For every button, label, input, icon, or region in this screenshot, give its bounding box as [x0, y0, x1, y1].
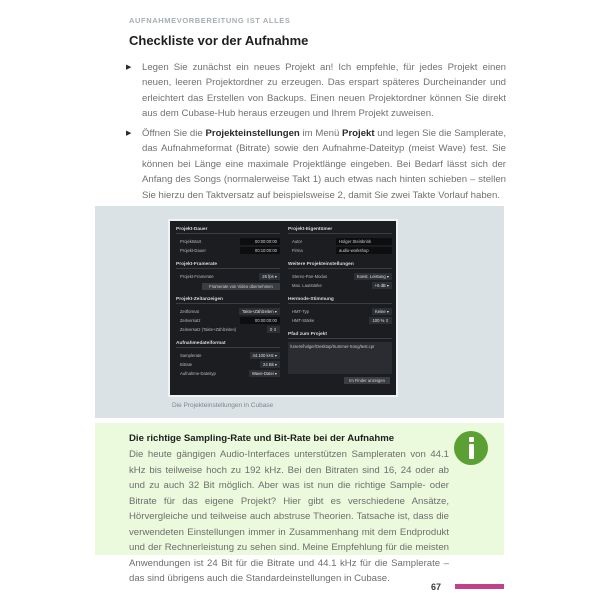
bullet-arrow-icon: ▶ [126, 64, 132, 71]
samplerate-select[interactable] [250, 352, 280, 359]
row-dateityp [176, 369, 280, 378]
section-framerate [176, 262, 280, 290]
chevron-down-icon: ▾ [386, 283, 389, 288]
checklist-item [126, 60, 506, 122]
stepper-value: 0 [269, 327, 273, 332]
projekt-dauer-field[interactable]: 00:10:00:00 [240, 247, 280, 254]
text-run: Öffnen Sie die [142, 128, 206, 139]
text-run: im Menü [299, 128, 343, 139]
info-icon-dot [469, 437, 474, 442]
label: Max. Lautstärke [292, 283, 322, 288]
stepper-value: 100 % [372, 318, 385, 323]
section-heading: Aufnahmedateiformat [176, 341, 280, 348]
label: HMT-Stärke [292, 318, 315, 323]
info-box-title: Die richtige Sampling-Rate und Bit-Rate bei der Aufnahme [129, 433, 395, 444]
hmt-type-select[interactable] [372, 308, 392, 315]
section-heading: Hermode-Stimmung [288, 297, 392, 304]
taktversatz-stepper[interactable] [267, 326, 280, 333]
row-autor [288, 237, 392, 246]
show-in-finder-button[interactable]: Im Finder anzeigen [344, 377, 390, 384]
info-icon-bar [469, 444, 474, 459]
section-heading: Projekt-Dauer [176, 227, 280, 234]
pan-mode-select[interactable] [354, 273, 392, 280]
section-heading: Projekt-Zeitanzeigen [176, 297, 280, 304]
chevron-down-icon: ▾ [274, 371, 277, 376]
info-box [95, 423, 504, 584]
row-projektstart [176, 237, 280, 246]
select-value: 44.100 kHz [252, 353, 274, 358]
chevron-down-icon: ▾ [386, 274, 389, 279]
row-taktversatz [176, 325, 280, 334]
row-hmt-typ [288, 307, 392, 316]
page-number: 67 [431, 582, 442, 592]
stepper-icon: ⇕ [385, 318, 389, 323]
firma-field[interactable]: audio-workshop [336, 247, 392, 254]
label: Stereo-Pan-Modus [292, 274, 328, 279]
select-value: Takte+Zählzeiten [241, 309, 274, 314]
stepper-icon: ⇕ [273, 327, 277, 332]
section-eigentuemer [288, 227, 392, 255]
section-weitere [288, 262, 392, 290]
label: Firma [292, 248, 303, 253]
chevron-down-icon: ▾ [274, 353, 277, 358]
section-heading: Projekt-Eigentümer [288, 227, 392, 234]
dateityp-select[interactable] [249, 370, 280, 377]
framerate-select[interactable] [259, 273, 280, 280]
section-heading: Pfad zum Projekt [288, 332, 392, 339]
info-box-text: Die heute gängigen Audio-Interfaces unterstützen Sampleraten von 44.1 kHz bis teilweise hoch zu 192 kHz. Bei den Bitraten sind 16, 24 oder ab und zu auch 32 Bit möglich. Aber was ist nun die richtige Sample- oder Bitrate für das eigene Projekt? Hier gibt es verschiedene Ansätze, Hörvergleiche und teilweise auch abstruse Theorien. Tatsache ist, dass die verwendeten Einstellungen immer in Zusammenhang mit dem Endprodukt und der Rechnerleistung zu sehen sind. Meine Empfehlung für die meisten Anwendungen ist 24 Bit für die Bitrate und 44.1 kHz für die Samplerate – das sind übrigens auch die Standardeinstellungen in Cubase. [129, 449, 449, 584]
row-zeitversatz [176, 316, 280, 325]
project-path-field[interactable]: /Users/holger/Desktop/Summer-Song/test.cpr [288, 342, 392, 374]
page-accent-bar [455, 584, 504, 589]
checklist-text: Legen Sie zunächst ein neues Projekt an! Ich empfehle, für jedes Projekt einen neuen, leeren Projektordner zu erzeugen. Das erspart späteres Durcheinander und erleichtert das Erstellen von Backups. Einen neuen Projektordner können Sie direkt aus dem Cubase-Hub heraus erzeugen und Ihrem Projekt zuweisen. [142, 62, 506, 120]
row-framerate [176, 272, 280, 281]
label: Projekt-Dauer [180, 248, 206, 253]
menu-term-projekteinstellungen: Projekteinstellungen [205, 128, 300, 139]
section-heading: Weitere Projekteinstellungen [288, 262, 392, 269]
section-heading: Projekt-Framerate [176, 262, 280, 269]
select-value: +6 dB [374, 283, 386, 288]
section-hermode [288, 297, 392, 325]
row-pan-modus [288, 272, 392, 281]
checklist-text [142, 126, 506, 203]
label: Samplerate [180, 353, 202, 358]
section-kicker: AUFNAHMEVORBEREITUNG IST ALLES [129, 16, 291, 25]
framerate-from-video-button[interactable]: Framerate von Video übernehmen [202, 283, 280, 290]
max-volume-select[interactable] [372, 282, 392, 289]
row-hmt-staerke [288, 316, 392, 325]
label: Zeitversatz (Takte+Zählzeiten) [180, 327, 237, 332]
select-value: 24 Bit [263, 362, 274, 367]
zeitformat-select[interactable] [239, 308, 280, 315]
select-value: Wave-Datei [252, 371, 274, 376]
label: Autor [292, 239, 303, 244]
settings-column-left [176, 227, 280, 385]
row-samplerate [176, 351, 280, 360]
row-zeitformat [176, 307, 280, 316]
info-icon [454, 431, 488, 465]
project-settings-screenshot [168, 219, 398, 397]
label: Projektstart [180, 239, 202, 244]
row-projekt-dauer [176, 246, 280, 255]
section-pfad [288, 332, 392, 384]
label: Aufnahme-Dateityp [180, 371, 216, 376]
label: Bitrate [180, 362, 193, 367]
figure-panel [95, 206, 504, 418]
autor-field[interactable]: Holger Steinbrink [336, 238, 392, 245]
select-value: 25 fps [262, 274, 274, 279]
chevron-down-icon: ▾ [386, 309, 389, 314]
select-value: Keine [375, 309, 386, 314]
checklist-item [126, 126, 506, 203]
figure-caption: Die Projekteinstellungen in Cubase [172, 402, 274, 409]
menu-term-projekt: Projekt [342, 128, 375, 139]
chevron-down-icon: ▾ [274, 362, 277, 367]
label: Zeitversatz [180, 318, 201, 323]
hmt-strength-stepper[interactable] [369, 317, 392, 324]
section-zeitanzeigen [176, 297, 280, 334]
projektstart-field[interactable]: 00:00:00:00 [240, 238, 280, 245]
page-title: Checkliste vor der Aufnahme [129, 33, 309, 48]
row-max-lautstaerke [288, 281, 392, 290]
chevron-down-icon: ▾ [274, 309, 277, 314]
bitrate-select[interactable] [260, 361, 280, 368]
label: Zeitformat [180, 309, 199, 314]
label: Projekt-Framerate [180, 274, 214, 279]
section-aufnahmedateiformat [176, 341, 280, 378]
row-firma [288, 246, 392, 255]
settings-column-right [288, 227, 392, 391]
text-run: und legen Sie die Samplerate, das Aufnahmeformat (Bitrate) sowie den Aufnahme-Dateityp (meist Wave) fest. Sie können bei Länge eine maximale Projektlänge eingeben. Bei Bedarf lässt sich der Anfang des Songs (normalerweise Takt 1) auch etwas nach hinten schieben – stellen Sie hierzu den Taktversatz auf beispielsweise 2, damit Sie zwei Takte Vorlauf haben. [142, 128, 507, 201]
row-bitrate [176, 360, 280, 369]
zeitversatz-field[interactable]: 00:00:00:00 [240, 317, 280, 324]
section-projekt-dauer [176, 227, 280, 255]
label: HMT-Typ [292, 309, 309, 314]
select-value: Konst. Leistung [356, 274, 386, 279]
bullet-arrow-icon: ▶ [126, 130, 132, 137]
chevron-down-icon: ▾ [274, 274, 277, 279]
